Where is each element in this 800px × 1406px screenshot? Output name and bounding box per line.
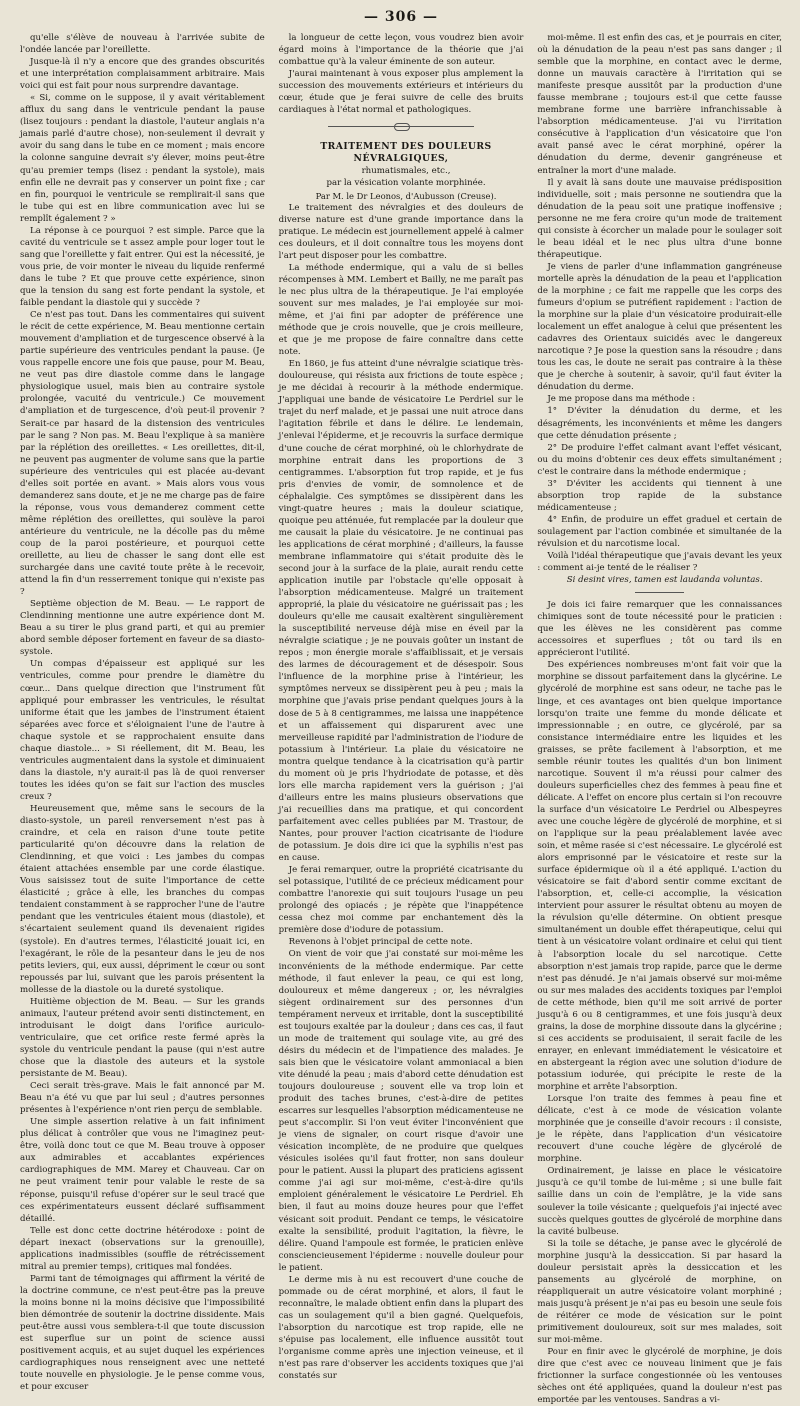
paragraph: Septième objection de M. Beau. — Le rapport de Clendinning mentionne une autre expérience dont M. Beau a su tirer le plus grand parti, et qui au premier abord semble déposer fortement en faveur de sa diasto-systole. bbox=[20, 599, 265, 658]
paragraph: Je dois ici faire remarquer que les connaissances chimiques sont de toute nécessité pour le praticien : que les élèves ne les considèrent pas comme accessoires et superflues ; tôt ou tard ils en apprécieront l'utilité. bbox=[537, 600, 783, 659]
column-3-body bbox=[537, 32, 782, 574]
paragraph: J'aurai maintenant à vous exposer plus amplement la succession des mouvements extérieurs et intérieurs du cœur, étude que je ferai suivre de celle des bruits cardiaques à l'état normal et pathologiques. bbox=[278, 69, 524, 116]
article-subtitle: rhumatismales, etc., bbox=[361, 166, 451, 177]
paragraph: Des expériences nombreuses m'ont fait voir que la morphine se dissout parfaitement dans la glycérine. Le glycérolé de morphine est sans odeur, ne tache pas le linge, et ces avantages ont bien quelque importance lorsqu'on traite une femme du monde délicate et impressionnable ; en outre, ce glycérolé, par sa consistance intermédiaire entre les liquides et les graisses, se prête facilement à l'absorption, et me semble réunir toutes les qualités d'un bon liniment narcotique. Souvent il m'a réussi pour calmer des douleurs superficielles chez des femmes à peau fine et délicate. A l'effet on encore plus certain si l'on recouvre la surface d'un vésicatoire Le Perdriel ou Albespeyres avec une couche légère de glycérolé de morphine, et si on l'applique sur la peau préalablement lavée avec soin, et même rasée si c'est nécessaire. Le glycérolé est alors emprisonné par le vésicatoire et reste sur la surface épidermique où il a été appliqué. L'action du vésicatoire se fait d'abord sentir comme excitant de l'absorption, et, celle-ci accomplie, la vésication intervient pour assurer le résultat obtenu au moyen de la révulsion qu'elle détermine. On obtient presque simultanément un double effet thérapeutique, celui qui tient à un vésicatoire volant ordinaire et celui qui tient à l'absorption locale du sel narcotique. Cette absorption n'est jamais trop rapide, parce que le derme n'est pas dénudé. Je n'ai jamais observé sur moi-même ou sur mes malades des accidents toxiques par l'emploi de cette méthode, bien qu'il me soit arrivé de porter jusqu'à 6 ou 8 centigrammes, et une fois jusqu'à deux grains, la dose de morphine dissoute dans la glycérine ; si ces accidents se produisaient, il serait facile de les enrayer, en enlevant immédiatement le vésicatoire et en abstergeant la région avec une solution d'iodure de potassium iodurée, qui précipite le reste de la morphine et arrête l'absorption. bbox=[537, 660, 783, 1093]
paragraph: 3° D'éviter les accidents qui tiennent à une absorption trop rapide de la substance médicamenteuse ; bbox=[537, 478, 783, 513]
paragraph: Je me propose dans ma méthode : bbox=[547, 394, 696, 405]
paragraph: moi-même. Il est enfin des cas, et je pourrais en citer, où la dénudation de la peau n'est pas sans danger ; il semble que la morphine, en contact avec le derme, donne un mauvais caractère à l'irritation qui se manifeste presque aussitôt par la production d'une fausse membrane ; toujours est-il que cette fausse membrane forme une barrière infranchissable à l'absorption médicamenteuse. J'ai vu l'irritation consécutive à l'application d'un vésicatoire que l'on avait pansé avec le cérat morphiné, opérer la dénudation du derme, devenir gangréneuse et entraîner la mort d'une malade. bbox=[537, 33, 783, 176]
paragraph: La méthode endermique, qui a valu de si belles récompenses à MM. Lembert et Bailly, ne me paraît pas le nec plus ultra de la thérapeutique. Je l'ai employée souvent sur mes malades, je l'ai employée sur moi-même, et j'ai fini par adopter de préférence une méthode que je crois nouvelle, que je crois meilleure, et que je me propose de faire connaître dans cette note. bbox=[278, 262, 524, 358]
paragraph: la longueur de cette leçon, vous voudrez bien avoir égard moins à l'importance de la théorie que j'ai combattue qu'à la valeur éminente de son auteur. bbox=[278, 33, 524, 68]
paragraph: Voilà l'idéal thérapeutique que j'avais devant les yeux : comment ai-je tenté de le réaliser ? bbox=[537, 551, 783, 574]
paragraph: Pour en finir avec le glycérolé de morphine, je dois dire que c'est avec ce nouveau liniment que je fais frictionner la surface congestionnée où les ventouses sèches ont été appliquées, quand la douleur n'est pas emportée par les ventouses. Sandras a vi- bbox=[537, 1347, 783, 1406]
paragraph: Ordinairement, je laisse en place le vésicatoire jusqu'à ce qu'il tombe de lui-même ; si une bulle fait saillie dans un coin de l'emplâtre, je la vide sans soulever la toile vésicante ; quelquefois j'ai injecté avec succès quelques gouttes de glycérolé de morphine dans la cavité bulbeuse. bbox=[537, 1166, 783, 1237]
paragraph: 4° Enfin, de produire un effet graduel et certain de soulagement par l'action combinée et simultanée de la révulsion et du narcotisme local. bbox=[537, 514, 783, 549]
paragraph: Je viens de parler d'une inflammation gangréneuse mortelle après la dénudation de la peau et l'application de la morphine ; ce fait me rappelle que les corps des fumeurs d'opium se putréfient rapidement : l'action de la morphine sur la plaie d'un vésicatoire produirait-elle localement un effet analogue à celui que présentent les cadavres des Orientaux suicidés avec le dangereux narcotique ? Je pose la question sans la résoudre ; dans tous les cas, le doute ne serait pas contraire à la thèse que je cherche à soutenir, à savoir, qu'il faut éviter la dénudation du derme. bbox=[537, 261, 783, 393]
paragraph: Il y avait là sans doute une mauvaise prédisposition individuelle, soit ; mais personne ne soutiendra que la dénudation de la peau soit une pratique inoffensive ; personne ne me fera croire qu'un mode de traitement qui consiste à écorcher un malade pour le soulager soit le beau idéal et le nec plus ultra d'une bonne thérapeutique. bbox=[537, 177, 783, 260]
paragraph: Telle est donc cette doctrine hétérodoxe : point de départ inexact (observations sur la grenouille), applications inadmissibles (souffle de rétrécissement mitral au premier temps), critiques mal fondées. bbox=[20, 1225, 265, 1272]
paragraph: Si la toile se détache, je panse avec le glycérolé de morphine jusqu'à la dessiccation. Si par hasard la douleur persistait après la dessiccation et les pansements au glycérolé de morphine, on réappliquerait un autre vésicatoire volant morphiné ; mais jusqu'à présent je n'ai pas eu besoin une seule fois de réitérer ce mode de vésication sur le point primitivement douloureux, soit sur mes malades, soit sur moi-même. bbox=[537, 1238, 783, 1346]
article-title: TRAITEMENT DES DOULEURS NÉVRALGIQUES, bbox=[320, 141, 492, 165]
paragraph: Je ferai remarquer, outre la propriété cicatrisante du sel potassique, l'utilité de ce précieux médicament pour combattre l'anorexie qui suit toujours l'usage un peu prolongé des opiacés ; je répète que l'inappétence cessa chez moi comme par enchantement dès la première dose d'iodure de potassium. bbox=[278, 865, 524, 936]
paragraph: Parmi tant de témoignages qui affirment la vérité de la doctrine commune, ce n'est peut-être pas la preuve la moins bonne ni la moins décisive que l'impossibilité bien démontrée de soutenir la doctrine dissidente. Mais peut-être aussi vous semblera-t-il que toute discussion est superflue sur un point de science aussi positivement acquis, et au sujet duquel les expériences cardiographiques nous renseignent avec une netteté toute nouvelle en physiologie. Je le pense comme vous, et pour excuser bbox=[20, 1273, 265, 1393]
paragraph: Revenons à l'objet principal de cette note. bbox=[288, 937, 473, 948]
section-divider bbox=[328, 126, 475, 133]
page-number: — 306 — bbox=[364, 9, 438, 25]
column-3-body-continued bbox=[537, 599, 782, 1406]
column-2 bbox=[278, 32, 524, 1382]
paragraph: qu'elle s'élève de nouveau à l'arrivée subite de l'ondée lancée par l'oreillette. bbox=[20, 33, 265, 56]
paragraph: La réponse à ce pourquoi ? est simple. Parce que la cavité du ventricule se t assez ample pour loger tout le sang que l'oreillette y fait entrer. Qui est la nécessité, je vous prie, de voir monter le niveau du liquide renfermé dans le tube ? Et que prouve cette expérience, sinon que la tension du sang est forte pendant la systole, et faible pendant la diastole qui y succède ? bbox=[20, 225, 265, 309]
paragraph: Jusque-là il n'y a encore que des grandes obscurités et une interprétation complaisamment arbitraire. Mais voici qui est fait pour nous surprendre davantage. bbox=[20, 57, 265, 92]
short-divider bbox=[635, 592, 684, 593]
column-2-intro bbox=[279, 32, 524, 116]
columns bbox=[20, 32, 783, 1406]
paragraph: 1° D'éviter la dénudation du derme, et les désagréments, les inconvénients et même les dangers que cette dénudation présente ; bbox=[537, 406, 783, 441]
article-method: par la vésication volante morphinée. bbox=[326, 178, 486, 189]
article-author: Par M. le Dr Leonos, d'Aubusson (Creuse). bbox=[315, 190, 497, 201]
paragraph: En 1860, je fus atteint d'une névralgie sciatique très-douloureuse, qui résista aux frictions de toute espèce ; je me décidai à recourir à la méthode endermique. J'appliquai une bande de vésicatoire Le Perdriel sur le trajet du nerf malade, et je passai une nuit atroce dans l'agitation fébrile et dans le délire. Le lendemain, j'enlevai l'épiderme, et je recouvris la surface dermique d'une couche de cérat morphiné, où le chlorhydrate de morphine entrait dans les proportions de 3 centigrammes. L'absorption fut trop rapide, et je fus pris d'envies de vomir, de somnolence et de céphalalgie. Ces symptômes se dissipèrent dans les vingt-quatre heures ; mais la douleur sciatique, quoique peu atténuée, fut remplacée par la douleur que me causait la plaie du vésicatoire. Je ne continuai pas les applications de cérat morphiné ; d'ailleurs, la fausse membrane inflammatoire qui s'était produite dès le second jour à la surface de la plaie, aurait rendu cette application inutile par l'obstacle qu'elle opposait à l'absorption médicamenteuse. Malgré un traitement approprié, la plaie du vésicatoire ne guérissait pas ; les douleurs qu'elle me causait exaltèrent singulièrement la susceptibilité nerveuse déjà mise en éveil par la névralgie sciatique ; je ne pouvais goûter un instant de repos ; mon énergie morale s'affaiblissait, et je versais des larmes de découragement et de désespoir. Sous l'influence de la morphine prise à l'intérieur, les symptômes nerveux se dissipèrent peu à peu ; mais la morphine que j'avais prise pendant quelques jours à la dose de 5 à 8 centigrammes, me laissa une inappétence et un affaissement qui disparurent avec une merveilleuse rapidité par l'administration de l'iodure de potassium à l'intérieur. La plaie du vésicatoire ne montra quelque tendance à la cicatrisation qu'à partir du moment où je pris l'hydriodate de potasse, et dès lors elle marcha rapidement vers la guérison ; j'ai d'ailleurs entre les mains plusieurs observations que j'ai recueillies dans ma pratique, et qui concordent parfaitement avec celles publiées par M. Trastour, de Nantes, pour prouver l'action cicatrisante de l'iodure de potassium. Je dois dire ici que la syphilis n'est pas en cause. bbox=[278, 359, 524, 864]
paragraph: Ceci serait très-grave. Mais le fait annoncé par M. Beau n'a été vu que par lui seul ; d'autres personnes présentes à l'expérience n'ont rien perçu de semblable. bbox=[20, 1081, 265, 1116]
paragraph: On vient de voir que j'ai constaté sur moi-même les inconvénients de la méthode endermique. Par cette méthode, il faut enlever la peau, ce qui est long, douloureux et même dangereux ; or, les névralgies siègent ordinairement sur des personnes d'un tempérament nerveux et irritable, dont la susceptibilité est toujours exaltée par la douleur ; dans ces cas, il faut un mode de traitement qui soulage vite, au gré des désirs du médecin et de l'impatience des malades. Je sais bien que le vésicatoire volant ammoniacal a bien vite dénudé la peau ; mais d'abord cette dénudation est toujours douloureuse ; souvent elle va trop loin et produit des taches brunes, c'est-à-dire de petites escarres sur lesquelles l'absorption médicamenteuse ne peut s'accomplir. Si l'on veut éviter l'inconvénient que je viens de signaler, on court risque d'avoir une vésication incomplète, de ne produire que quelques vésicules isolées qu'il faut frotter, non sans douleur pour le patient. Aussi la plupart des praticiens agissent comme j'ai agi sur moi-même, c'est-à-dire qu'ils emploient généralement le vésicatoire Le Perdriel. Eh bien, il faut au moins douze heures pour que l'effet vésicant soit produit. Pendant ce temps, le vésicatoire exalte la sensibilité, produit l'agitation, la fièvre, le délire. Quand l'ampoule est formée, le praticien enlève consciencieusement l'épiderme : nouvelle douleur pour le patient. bbox=[278, 949, 524, 1273]
paragraph: Un compas d'épaisseur est appliqué sur les ventricules, comme pour prendre le diamètre du cœur... Dans quelque direction que l'instrument fût appliqué pour embrasser les ventricules, le résultat uniforme était que les jambes de l'instrument étaient séparées avec force et s'éloignaient l'une de l'autre à chaque systole et se rapprochaient ensuite dans chaque diastole... » Si réellement, dit M. Beau, les ventricules augmentaient dans la systole et diminuaient dans la diastole, n'y aurait-il pas là de quoi renverser toutes les idées qu'on se fait sur l'action des muscles creux ? bbox=[20, 659, 265, 802]
paragraph: 2° De produire l'effet calmant avant l'effet vésicant, ou du moins d'obtenir ces deux effets simultanément ; c'est le contraire dans la méthode endermique ; bbox=[537, 442, 783, 477]
paragraph: Huitième objection de M. Beau. — Sur les grands animaux, l'auteur prétend avoir senti distinctement, en introduisant le doigt dans l'orifice auriculo-ventriculaire, que cet orifice reste fermé après la systole du ventricule pendant la pause (qui n'est autre chose que la diastole des auteurs et la systole persistante de M. Beau). bbox=[20, 996, 265, 1080]
latin-motto: Si desint vires, tamen est laudanda voluntas. bbox=[566, 575, 763, 586]
column-3 bbox=[537, 32, 783, 1406]
paragraph: Le traitement des névralgies et des douleurs de diverse nature est d'une grande importance dans la pratique. Le médecin est journellement appelé à calmer ces douleurs, et il doit connaître tous les moyens dont l'art peut disposer pour les combattre. bbox=[278, 202, 524, 261]
paragraph: « Si, comme on le suppose, il y avait véritablement afflux du sang dans le ventricule pendant la pause (lisez toujours : pendant la diastole, l'auteur anglais n'a jamais parlé d'autre chose), non-seulement il devrait y avoir du sang dans le tube en ce moment ; mais encore la colonne sanguine devrait s'y élever, moins peut-être qu'au premier temps (lisez : pendant la systole), mais enfin elle ne devrait pas y conserver un point fixe ; car en fin, pourquoi le ventricule se remplirait-il sans que le tube qui est en libre communication avec lui se remplît également ? » bbox=[20, 93, 265, 224]
paragraph: Ce n'est pas tout. Dans les commentaires qui suivent le récit de cette expérience, M. Beau mentionne certain mouvement d'ampliation et de turgescence observé à la partie supérieure des ventricules pendant la pause. (Je vous rappelle encore une fois que pause, pour M. Beau, ne veut pas dire diastole comme dans le langage physiologique usuel, mais bien au contraire systole prolongée, vacuité du ventricule.) Ce mouvement d'ampliation et de turgescence, d'où peut-il provenir ? Serait-ce par hasard de la distension des ventricules par le sang ? Non pas. M. Beau l'explique à sa manière par la réplétion des oreillettes. « Les oreillettes, dit-il, ne peuvent pas augmenter de volume sans que la partie supérieure des ventricules qui est placée au-devant d'elles soit portée en avant. » Mais alors vous vous demanderez sans doute, et je ne me charge pas de faire la réponse, vous vous demanderez comment cette même réplétion des oreillettes, qui soulève la paroi antérieure du ventricule, ne la décolle pas du même coup de la paroi postérieure, et pourquoi cette oreillette, au lieu de chasser le sang dont elle est surchargée dans une cavité toute prête à le recevoir, attend la fin d'un resserrement tonique qui n'existe pas ? bbox=[20, 310, 265, 598]
column-2-body bbox=[279, 202, 524, 1383]
paragraph: Heureusement que, même sans le secours de la diasto-systole, un pareil renversement n'est pas à craindre, et cela en raison d'une toute petite particularité qu'on découvre dans la relation de Clendinning, et que voici : Les jambes du compas étaient attachées ensemble par une corde élastique. Vous saisissez tout de suite l'importance de cette élasticité ; grâce à elle, les branches du compas tendaient constamment à se rapprocher l'une de l'autre pendant que les ventricules étaient mous (diastole), et s'écartaient seulement quand ils devenaient rigides (systole). En d'autres termes, l'élasticité jouait ici, en l'exagérant, le rôle de la pesanteur dans le jeu de nos petits leviers, qui, eux aussi, dépriment le cœur ou sont repoussés par lui, suivant que les parois présentent la mollesse de la diastole ou la dureté systolique. bbox=[20, 804, 265, 995]
paragraph: Une simple assertion relative à un fait infiniment plus délicat à contrôler que vous ne l'imaginez peut-être, voilà donc tout ce que M. Beau trouve à opposer aux admirables et accablantes expériences cardiographiques de MM. Marey et Chauveau. Car on ne peut vraiment tenir pour valable le reste de sa réponse, puisqu'il refuse d'opérer sur le seul tracé que ces expérimentateurs eussent déclaré suffisamment détaillé. bbox=[20, 1117, 265, 1224]
paragraph: Lorsque l'on traite des femmes à peau fine et délicate, c'est à ce mode de vésication volante morphinée que je conseille d'avoir recours : il consiste, je le répète, dans l'application d'un vésicatoire recouvert d'une couche légère de glycérolé de morphine. bbox=[537, 1094, 783, 1165]
column-1 bbox=[20, 32, 265, 1393]
paragraph: Le derme mis à nu est recouvert d'une couche de pommade ou de cérat morphiné, et alors, il faut le reconnaître, le malade obtient enfin dans la plupart des cas un soulagement qu'il a bien gagné. Quelquefois, l'absorption du narcotique est trop rapide, elle ne s'épuise pas localement, elle influence aussitôt tout l'organisme comme après une injection veineuse, et il n'est pas rare d'observer les accidents toxiques que j'ai constatés sur bbox=[278, 1274, 524, 1382]
